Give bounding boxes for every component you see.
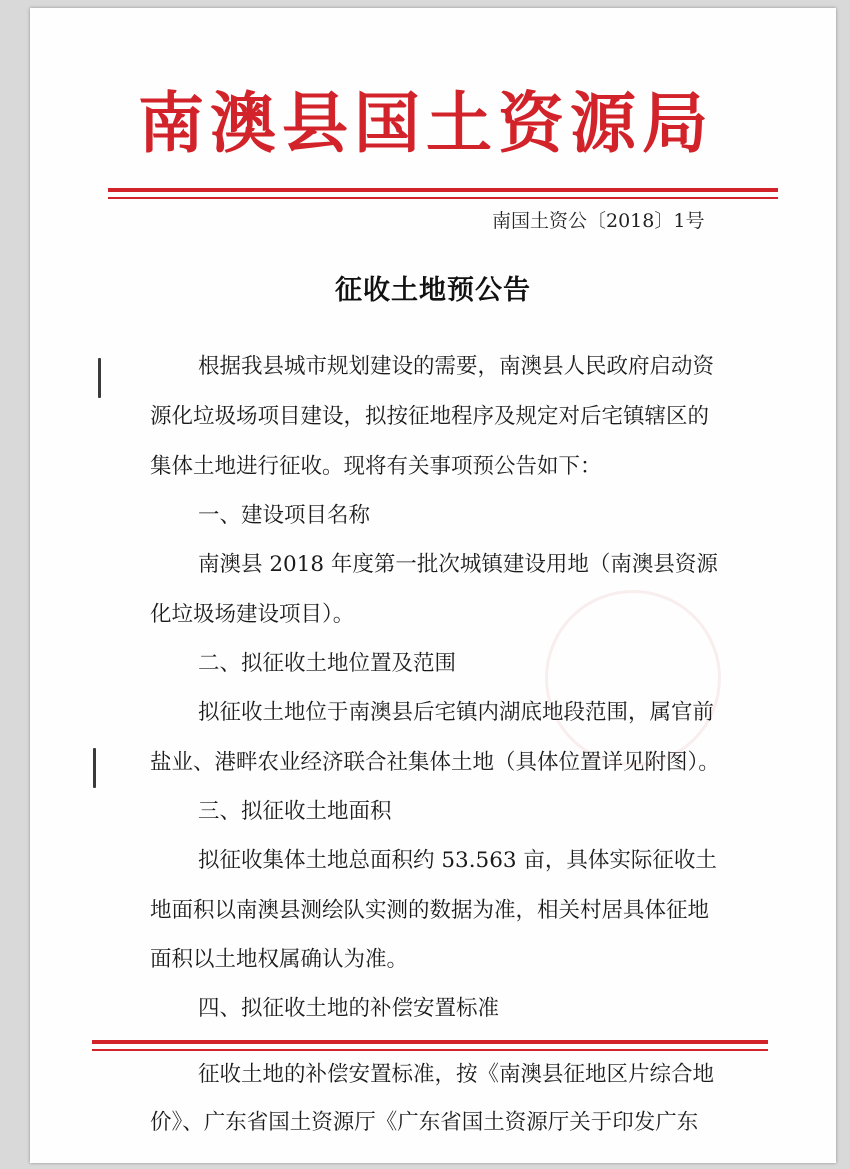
notice-title: 征收土地预公告	[335, 275, 531, 306]
body-line: 源化垃圾场项目建设，拟按征地程序及规定对后宅镇辖区的	[150, 404, 710, 429]
body-line: 盐业、港畔农业经济联合社集体土地（具体位置详见附图）。	[150, 750, 720, 775]
section-heading: 三、拟征收土地面积	[198, 799, 392, 824]
body-line: 拟征收集体土地总面积约 53.563 亩，具体实际征收土	[198, 848, 717, 873]
body-line: 拟征收土地位于南澳县后宅镇内湖底地段范围，属官前	[198, 700, 715, 725]
staple-mark	[93, 748, 96, 788]
body-line: 根据我县城市规划建设的需要，南澳县人民政府启动资	[198, 354, 715, 379]
body-line: 南澳县 2018 年度第一批次城镇建设用地（南澳县资源	[198, 552, 718, 577]
body-line: 地面积以南澳县测绘队实测的数据为准，相关村居具体征地	[150, 898, 710, 923]
document-number: 南国土资公〔2018〕1号	[492, 210, 705, 232]
section-heading: 一、建设项目名称	[198, 503, 371, 528]
body-line: 价》、广东省国土资源厅《广东省国土资源厅关于印发广东	[150, 1110, 699, 1135]
body-line: 征收土地的补偿安置标准，按《南澳县征地区片综合地	[198, 1062, 715, 1087]
letterhead-title: 南澳县国土资源局	[138, 84, 714, 162]
body-line: 集体土地进行征收。现将有关事项预公告如下：	[150, 454, 602, 479]
staple-mark	[98, 358, 101, 398]
section-heading: 二、拟征收土地位置及范围	[198, 651, 457, 676]
letterhead-red-rule-thin	[108, 197, 778, 199]
body-line: 面积以土地权属确认为准。	[150, 947, 409, 972]
section-heading: 四、拟征收土地的补偿安置标准	[198, 996, 500, 1021]
body-line: 化垃圾场建设项目）。	[150, 602, 355, 627]
document-page	[30, 8, 836, 1163]
letterhead-red-rule	[108, 188, 778, 192]
footer-red-rule	[92, 1040, 768, 1044]
footer-red-rule-thin	[92, 1049, 768, 1051]
bleed-through-seal	[545, 590, 721, 766]
